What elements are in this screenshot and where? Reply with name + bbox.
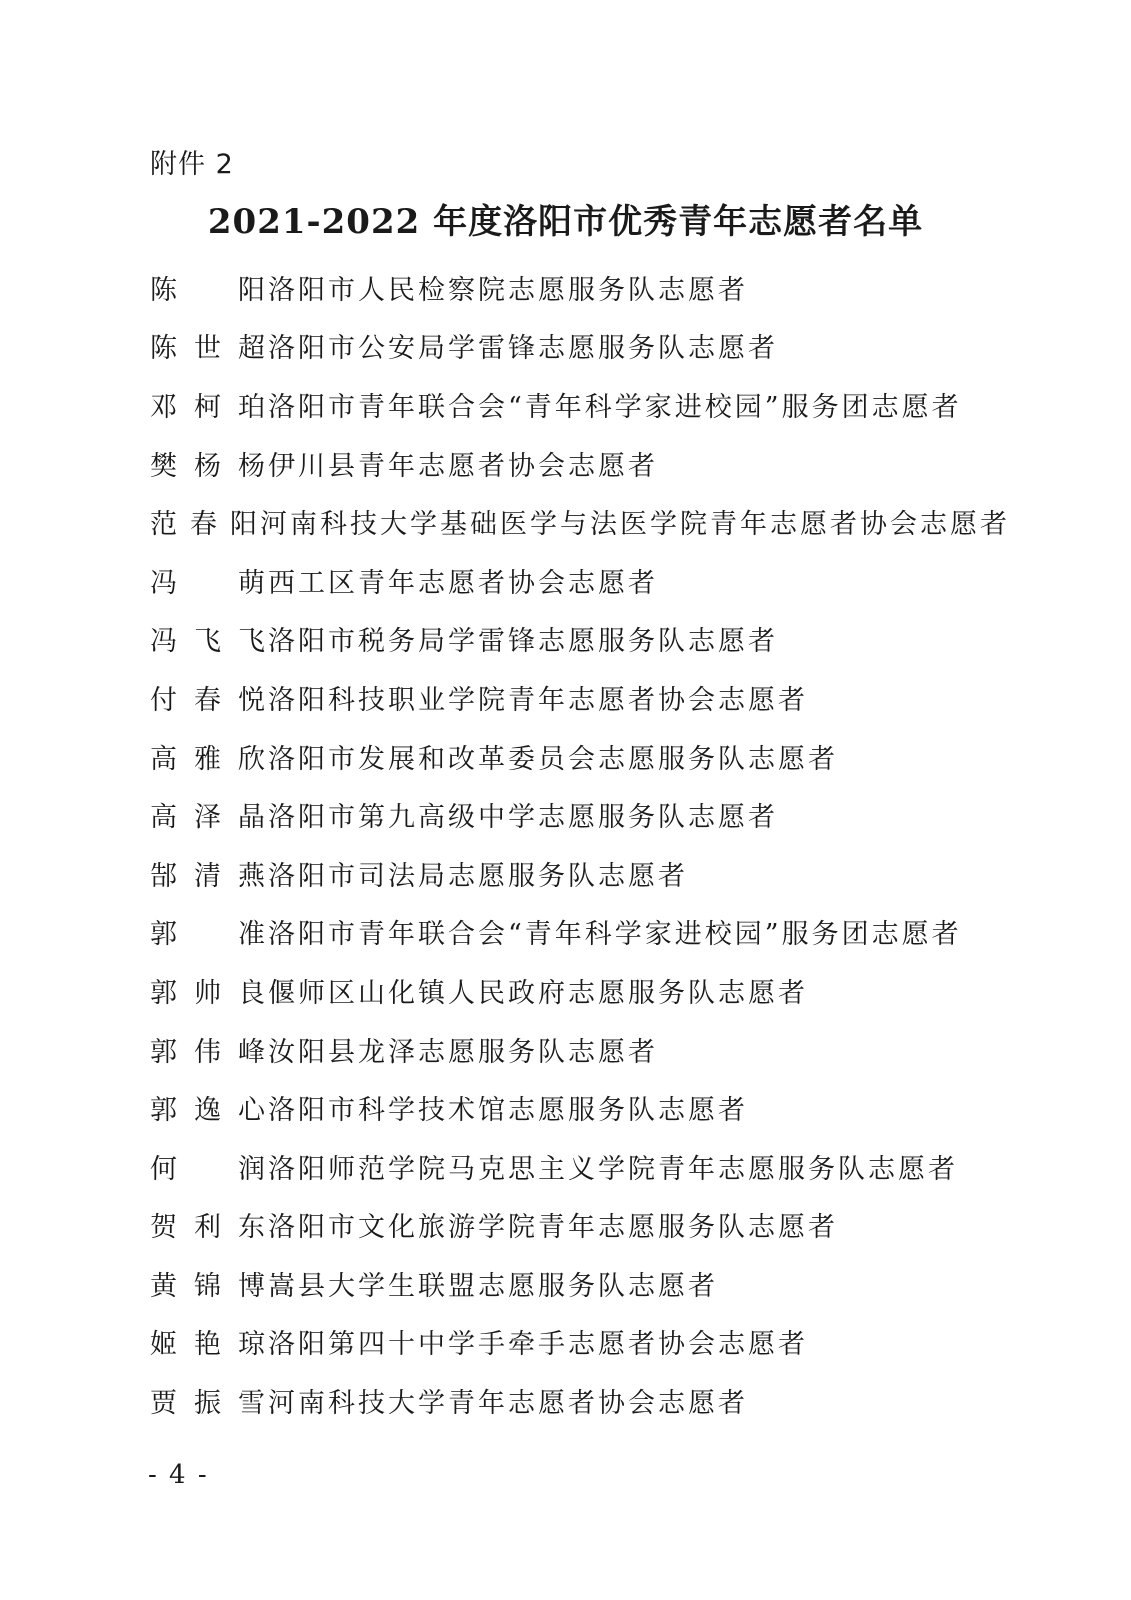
list-item — [150, 1078, 1010, 1137]
list-item — [150, 1137, 1010, 1196]
volunteer-name: 郭 准 — [150, 919, 268, 951]
volunteer-name: 黄锦博 — [150, 1270, 268, 1302]
volunteer-unit: 洛阳市科学技术馆志愿服务队志愿者 — [268, 1095, 748, 1127]
volunteer-unit: 洛阳市青年联合会“青年科学家进校园”服务团志愿者 — [268, 391, 962, 423]
list-item — [150, 1371, 1010, 1430]
list-item — [150, 375, 1010, 434]
attachment-label: 附件 2 — [150, 149, 234, 180]
volunteer-name: 姬艳琼 — [150, 1329, 268, 1361]
volunteer-name: 高雅欣 — [150, 743, 268, 775]
volunteer-unit: 洛阳科技职业学院青年志愿者协会志愿者 — [268, 684, 808, 716]
volunteer-name: 郭帅良 — [150, 977, 268, 1009]
volunteer-name: 贺利东 — [150, 1212, 268, 1244]
list-item — [150, 1254, 1010, 1313]
volunteer-unit: 偃师区山化镇人民政府志愿服务队志愿者 — [268, 977, 808, 1009]
volunteer-unit: 洛阳市青年联合会“青年科学家进校园”服务团志愿者 — [268, 919, 962, 951]
document-title: 2021-2022 年度洛阳市优秀青年志愿者名单 — [207, 202, 924, 242]
volunteer-name: 贾振雪 — [150, 1388, 268, 1420]
list-item — [150, 961, 1010, 1020]
volunteer-unit: 洛阳第四十中学手牵手志愿者协会志愿者 — [268, 1329, 808, 1361]
volunteer-unit: 洛阳市公安局学雷锋志愿服务队志愿者 — [268, 333, 778, 365]
list-item — [150, 258, 1010, 317]
volunteer-name: 郭伟峰 — [150, 1036, 268, 1068]
list-item — [150, 668, 1010, 727]
volunteer-unit: 河南科技大学基础医学与法医学院青年志愿者协会志愿者 — [260, 509, 1010, 541]
list-item — [150, 551, 1010, 610]
volunteer-unit: 洛阳市税务局学雷锋志愿服务队志愿者 — [268, 626, 778, 658]
volunteer-unit: 洛阳市发展和改革委员会志愿服务队志愿者 — [268, 743, 838, 775]
list-item — [150, 1196, 1010, 1255]
list-item — [150, 727, 1010, 786]
volunteer-name: 范春阳 — [150, 509, 260, 541]
volunteer-name: 郜清燕 — [150, 860, 268, 892]
volunteer-unit: 洛阳市第九高级中学志愿服务队志愿者 — [268, 802, 778, 834]
volunteer-name: 郭逸心 — [150, 1095, 268, 1127]
volunteer-name: 樊杨杨 — [150, 450, 268, 482]
list-item — [150, 1313, 1010, 1372]
list-item — [150, 434, 1010, 493]
page-number: - 4 - — [148, 1460, 209, 1490]
volunteer-unit: 河南科技大学青年志愿者协会志愿者 — [268, 1388, 748, 1420]
volunteer-unit: 西工区青年志愿者协会志愿者 — [268, 567, 658, 599]
list-item — [150, 844, 1010, 903]
volunteer-name: 何 润 — [150, 1153, 268, 1185]
list-item — [150, 903, 1010, 962]
volunteer-name: 陈 阳 — [150, 274, 268, 306]
volunteer-unit: 汝阳县龙泽志愿服务队志愿者 — [268, 1036, 658, 1068]
volunteer-name: 陈世超 — [150, 333, 268, 365]
volunteer-name: 高泽晶 — [150, 802, 268, 834]
volunteer-name: 冯飞飞 — [150, 626, 268, 658]
volunteer-unit: 嵩县大学生联盟志愿服务队志愿者 — [268, 1270, 718, 1302]
list-item — [150, 785, 1010, 844]
list-item — [150, 492, 1010, 551]
volunteer-unit: 洛阳市司法局志愿服务队志愿者 — [268, 860, 688, 892]
list-item — [150, 610, 1010, 669]
volunteer-name: 邓柯珀 — [150, 391, 268, 423]
volunteer-unit: 伊川县青年志愿者协会志愿者 — [268, 450, 658, 482]
volunteer-unit: 洛阳市文化旅游学院青年志愿服务队志愿者 — [268, 1212, 838, 1244]
volunteer-name: 冯 萌 — [150, 567, 268, 599]
list-item — [150, 1020, 1010, 1079]
list-item — [150, 317, 1010, 376]
volunteer-unit: 洛阳师范学院马克思主义学院青年志愿服务队志愿者 — [268, 1153, 958, 1185]
volunteer-list — [150, 258, 1010, 1430]
volunteer-name: 付春悦 — [150, 684, 268, 716]
volunteer-unit: 洛阳市人民检察院志愿服务队志愿者 — [268, 274, 748, 306]
